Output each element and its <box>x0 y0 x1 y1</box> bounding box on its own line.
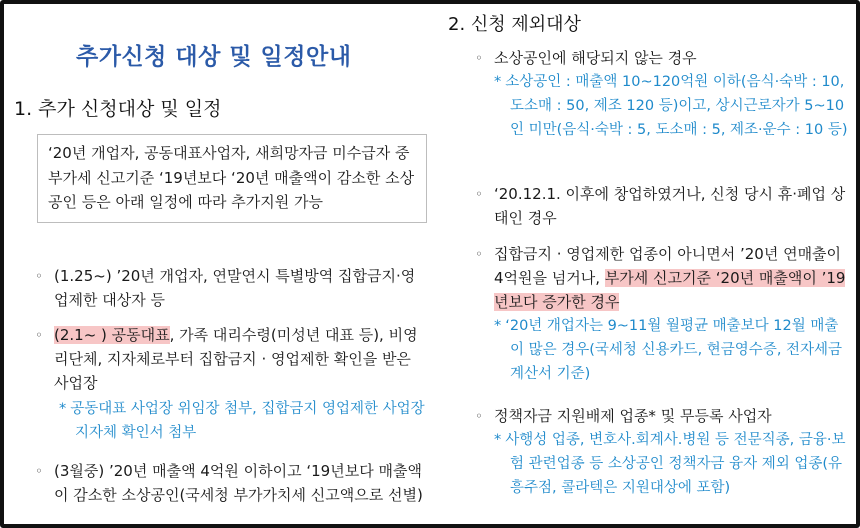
list-item <box>472 404 852 500</box>
page-title: 추가신청 대상 및 일정안내 <box>76 44 352 70</box>
eligibility-summary-box <box>37 134 427 223</box>
list-item-text: 소상공인에 해당되지 않는 경우 <box>494 49 697 67</box>
bullet-icon: ◦ <box>35 269 43 283</box>
footnote <box>494 428 852 500</box>
footnote <box>494 314 852 386</box>
footnote <box>494 70 852 142</box>
bullet-icon: ◦ <box>475 51 483 65</box>
list-item-text: 정책자금 지원배제 업종* 및 무등록 사업자 <box>494 407 772 425</box>
footnote-text: 소상공인 : 매출액 10~120억원 이하(음식·숙박 : 10, 도소매 : 50, 제조 120 등)이고, 상시근로자가 5~10인 미만(음식·숙박 : 5, 도소매 : 5, 제조·운수 : 10 등) <box>505 74 848 138</box>
summary-text: ‘20년 개업자, 공동대표사업자, 새희망자금 미수급자 중 부가세 신고기준 ‘19년보다 ‘20년 매출액이 감소한 소상공인 등은 아래 일정에 따라 추가지원 가능 <box>48 144 415 211</box>
footnote-star: * <box>494 74 502 90</box>
section-heading-1: 1. 추가 신청대상 및 일정 <box>14 98 222 120</box>
bullet-icon: ◦ <box>475 409 483 423</box>
list-item <box>472 242 852 386</box>
bullet-icon: ◦ <box>475 187 483 201</box>
footnote-text: 공동대표 사업장 위임장 첨부, 집합금지 영업제한 사업장 지자체 확인서 첨부 <box>70 401 425 441</box>
list-item-text: , 가족 대리수령(미성년 대표 등), 비영리단체, 지자체로부터 집합금지 · 영업제한 확인을 받은 사업장 <box>54 326 418 392</box>
footnote-text: 사행성 업종, 변호사.회계사.병원 등 전문직종, 금융·보험 관련업종 등 소상공인 정책자금 융자 제외 업종(유흥주점, 콜라텍은 지원대상에 포함) <box>505 432 846 496</box>
list-item-text: 집합금지 · 영업제한 업종이 아니면서 ’20년 연매출이 4억원을 넘거나, <box>494 245 842 287</box>
bullet-icon: ◦ <box>475 247 483 261</box>
bullet-icon: ◦ <box>35 464 43 478</box>
list-item-text: (1.25~) ’20년 개업자, 연말연시 특별방역 집합금지·영업제한 대상자 등 <box>54 267 416 309</box>
list-item <box>32 264 428 312</box>
bullet-icon: ◦ <box>35 328 43 342</box>
highlighted-text: 부가세 신고기준 ‘20년 매출액이 ’19년보다 증가한 경우 <box>494 269 846 311</box>
section-heading-2: 2. 신청 제외대상 <box>448 14 581 35</box>
list-item <box>472 182 852 230</box>
footnote-star: * <box>494 318 502 334</box>
list-item <box>32 459 428 507</box>
footnote-text: ‘20년 개업자는 9~11월 월평균 매출보다 12월 매출이 많은 경우(국세청 신용카드, 현금영수증, 전자세금계산서 기준) <box>505 318 843 382</box>
list-item <box>472 46 852 142</box>
highlighted-text: (2.1~ ) 공동대표 <box>54 326 170 344</box>
footnote-star: * <box>494 432 502 448</box>
footnote <box>59 397 428 445</box>
list-item-text: (3월중) ’20년 매출액 4억원 이하이고 ‘19년보다 매출액이 감소한 소상공인(국세청 부가가치세 신고액으로 선별) <box>54 462 423 504</box>
list-item <box>32 323 428 445</box>
footnote-star: * <box>59 401 67 417</box>
list-item-text: ‘20.12.1. 이후에 창업하였거나, 신청 당시 휴·폐업 상태인 경우 <box>494 185 846 227</box>
